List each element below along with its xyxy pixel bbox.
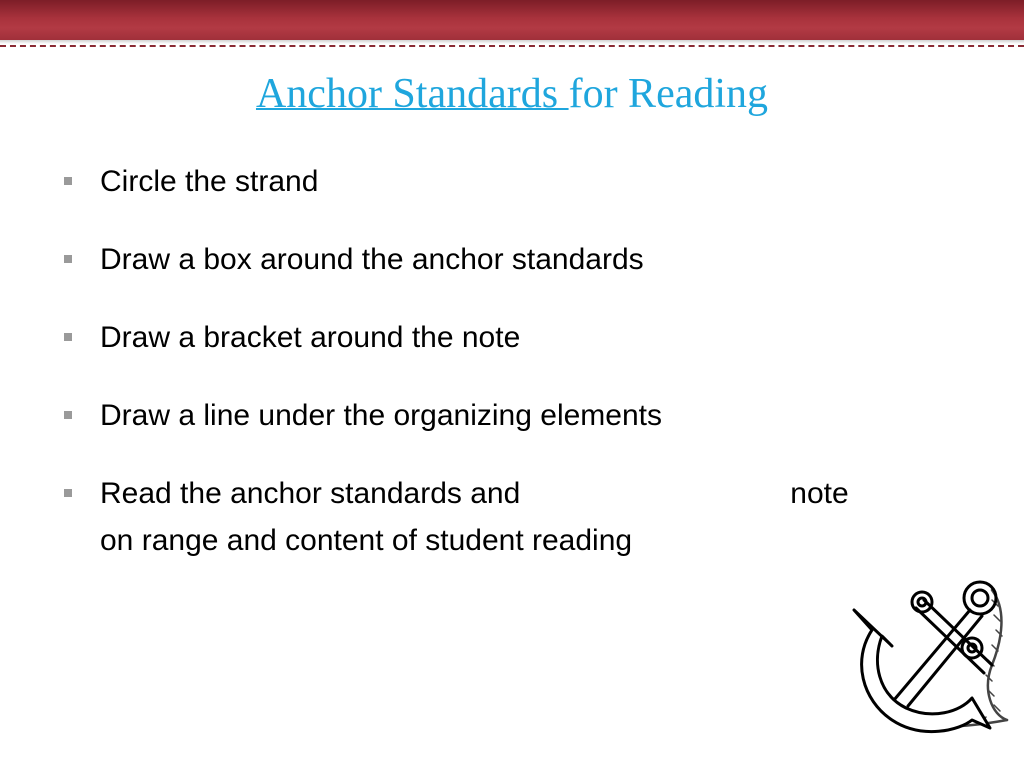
- bullet-marker-icon: [64, 255, 72, 263]
- slide-title: [0, 70, 1024, 118]
- bullet-text-part3: on range and content of student reading: [100, 524, 633, 557]
- bullet-item: [60, 236, 960, 283]
- bullet-text: Draw a line under the organizing elements: [100, 399, 662, 432]
- anchor-illustration: [842, 570, 1012, 742]
- bullet-item: [60, 470, 960, 564]
- bullet-item: [60, 392, 960, 439]
- title-link[interactable]: Anchor Standards: [255, 71, 569, 117]
- decorative-top-band: [0, 0, 1024, 40]
- band-shadow: [0, 40, 1024, 44]
- bullet-marker-icon: [64, 177, 72, 185]
- bullet-text: Circle the strand: [100, 165, 319, 198]
- bullet-item: [60, 158, 960, 205]
- bullet-text-part2: note: [790, 477, 849, 510]
- bullet-list: [60, 158, 960, 595]
- bullet-marker-icon: [64, 489, 72, 497]
- bullet-item: [60, 314, 960, 361]
- bullet-text: Draw a box around the anchor standards: [100, 243, 644, 276]
- bullet-text: Draw a bracket around the note: [100, 321, 521, 354]
- bullet-marker-icon: [64, 411, 72, 419]
- bullet-marker-icon: [64, 333, 72, 341]
- band-stitching: [0, 45, 1024, 47]
- title-rest: for Reading: [568, 71, 769, 117]
- bullet-text-part1: Read the anchor standards and: [100, 477, 521, 510]
